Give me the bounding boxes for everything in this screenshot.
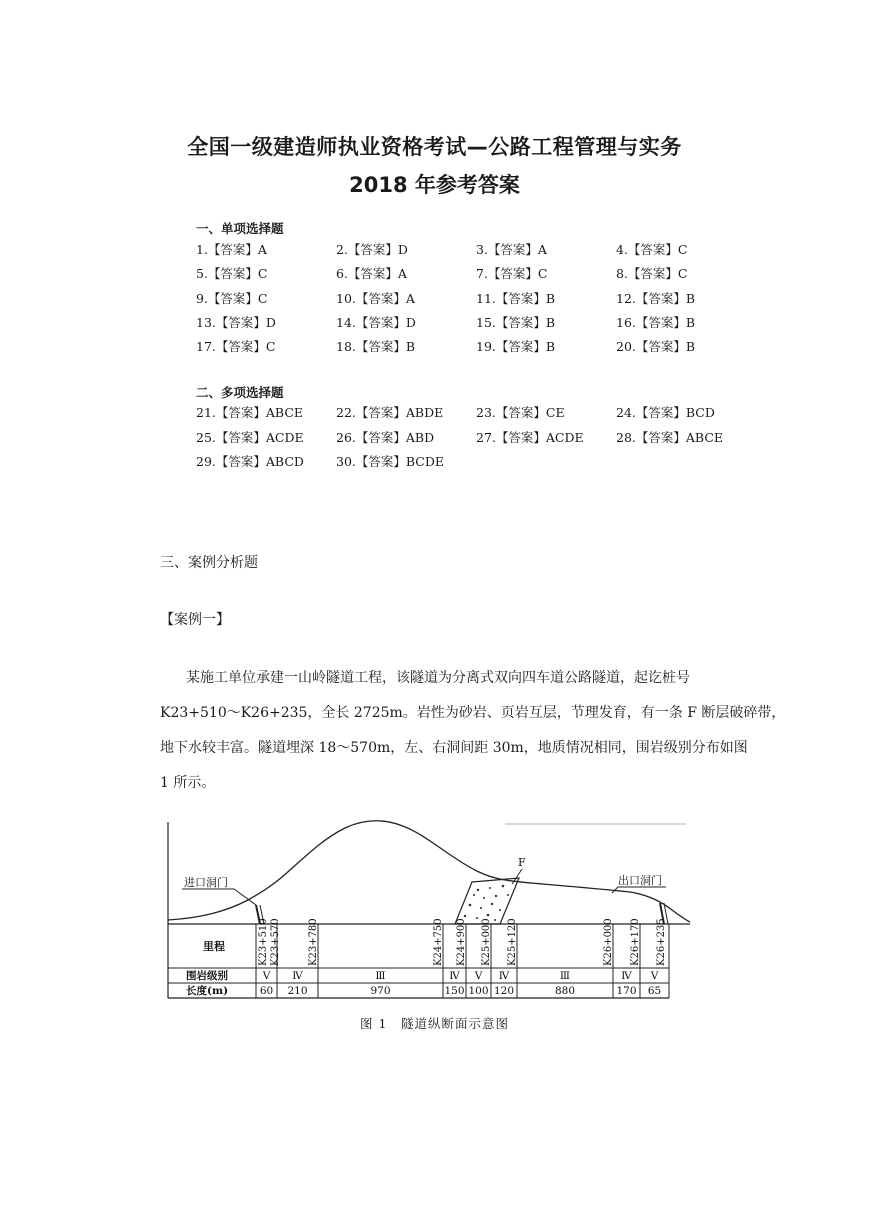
answer-item: 16.【答案】B <box>616 315 696 330</box>
segment-length: 170 <box>616 985 637 997</box>
station-label: K26+170 <box>630 918 641 966</box>
segment-grade: Ⅲ <box>375 970 386 982</box>
answer-item: 11.【答案】B <box>476 291 556 306</box>
document-title: 全国一级建造师执业资格考试—公路工程管理与实务 <box>187 135 682 159</box>
answer-item: 4.【答案】C <box>616 242 688 257</box>
station-label: K26+235 <box>656 918 667 966</box>
segment-grade: Ⅲ <box>559 970 571 982</box>
answer-item: 8.【答案】C <box>616 266 688 281</box>
exit-label: 出口洞门 <box>618 874 662 887</box>
segment-grade: Ⅳ <box>621 970 632 982</box>
segment-length: 60 <box>259 985 274 997</box>
segment-length: 210 <box>287 985 308 997</box>
answer-item: 15.【答案】B <box>476 315 556 330</box>
entrance-label: 进口洞门 <box>184 876 228 889</box>
answer-item: 7.【答案】C <box>476 266 548 281</box>
segment-grade: Ⅴ <box>262 970 271 982</box>
station-label: K23+510 <box>258 918 269 966</box>
case-title: 【案例一】 <box>160 612 230 628</box>
answer-item: 29.【答案】ABCD <box>196 454 304 469</box>
segment-grade: Ⅴ <box>650 970 659 982</box>
segment-length: 150 <box>444 985 465 997</box>
station-label: K26+000 <box>603 918 614 966</box>
answer-item: 1.【答案】A <box>196 242 267 257</box>
answer-item: 24.【答案】BCD <box>616 405 715 420</box>
answer-item: 9.【答案】C <box>196 291 268 306</box>
segment-grade: Ⅳ <box>498 970 510 982</box>
answer-item: 18.【答案】B <box>336 339 416 354</box>
answer-item: 14.【答案】D <box>336 315 416 330</box>
profile-table-grid <box>168 924 669 998</box>
answer-item: 26.【答案】ABD <box>336 430 435 445</box>
segment-grade: Ⅴ <box>474 970 483 982</box>
station-label: K24+900 <box>456 918 467 966</box>
answer-item: 3.【答案】A <box>476 242 547 257</box>
station-label: K25+120 <box>507 918 518 966</box>
answer-item: 21.【答案】ABCE <box>196 405 304 420</box>
answer-item: 13.【答案】D <box>196 315 276 330</box>
answer-item: 25.【答案】ACDE <box>196 430 304 445</box>
answer-item: 12.【答案】B <box>616 291 696 306</box>
answer-item: 22.【答案】ABDE <box>336 405 444 420</box>
segment-length: 970 <box>370 985 391 997</box>
answer-item: 2.【答案】D <box>336 242 408 257</box>
segment-length: 120 <box>493 985 515 997</box>
document-subtitle: 2018 年参考答案 <box>349 173 520 197</box>
row-label-length: 长度(m) <box>186 985 229 997</box>
station-label: K25+000 <box>481 918 492 966</box>
answer-item: 28.【答案】ABCE <box>616 430 724 445</box>
answer-item: 10.【答案】A <box>336 291 415 306</box>
fault-zone-rubble <box>464 885 509 921</box>
fault-label: F <box>518 856 526 869</box>
section-heading-single-choice: 一、单项选择题 <box>196 221 284 236</box>
paragraph-line: 1 所示。 <box>160 775 216 791</box>
answer-item: 20.【答案】B <box>616 339 696 354</box>
answer-item: 5.【答案】C <box>196 266 268 281</box>
figure-caption: 图 1 隧道纵断面示意图 <box>360 1016 509 1031</box>
row-label-mileage: 里程 <box>203 940 225 953</box>
mountain-profile <box>168 821 690 922</box>
segment-grade: Ⅳ <box>449 970 460 982</box>
segment-length: 65 <box>647 985 662 997</box>
section-heading-multiple-choice: 二、多项选择题 <box>196 385 284 400</box>
paragraph-line: K23+510～K26+235，全长 2725m。岩性为砂岩、页岩互层，节理发育，有一条 F 断层破碎带， <box>160 705 786 721</box>
answer-item: 23.【答案】CE <box>476 405 565 420</box>
station-label: K24+750 <box>433 918 444 966</box>
row-label-grade: 围岩级别 <box>186 970 228 982</box>
station-label: K23+570 <box>270 918 281 966</box>
answer-item: 17.【答案】C <box>196 339 276 354</box>
paragraph-line: 某施工单位承建一山岭隧道工程，该隧道为分离式双向四车道公路隧道，起讫桩号 <box>186 670 690 686</box>
segment-length: 880 <box>554 985 576 997</box>
segment-grade: Ⅳ <box>292 970 303 982</box>
exit-leader-line <box>612 887 666 893</box>
answer-item: 27.【答案】ACDE <box>476 430 584 445</box>
entrance-leader-line <box>182 889 256 905</box>
paragraph-line: 地下水较丰富。隧道埋深 18～570m，左、右洞间距 30m，地质情况相同，围岩级别分布如图 <box>160 740 748 756</box>
answer-item: 19.【答案】B <box>476 339 556 354</box>
station-label: K23+780 <box>308 918 319 966</box>
answer-item: 30.【答案】BCDE <box>336 454 445 469</box>
section-heading-case-analysis: 三、案例分析题 <box>160 555 258 571</box>
answer-item: 6.【答案】A <box>336 266 407 281</box>
segment-length: 100 <box>468 985 489 997</box>
